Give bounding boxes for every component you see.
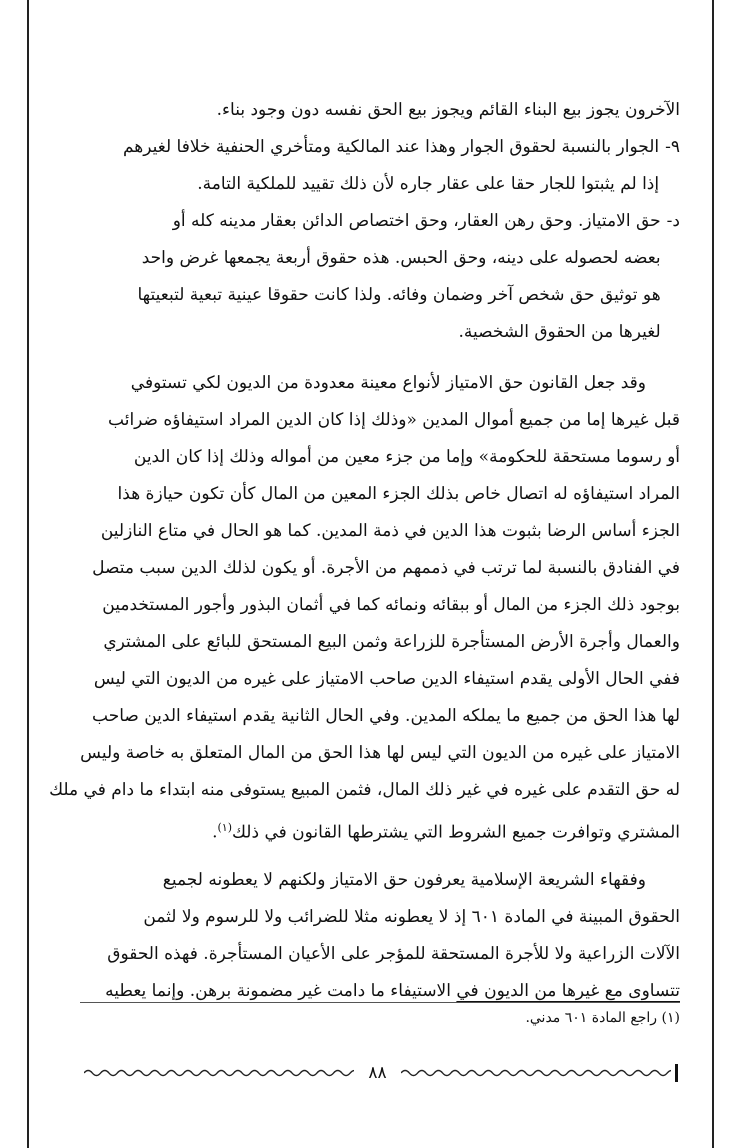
item-9-body xyxy=(80,129,659,203)
paragraph-2-line: الآلات الزراعية ولا للأجرة المستحقة للمؤجر على الأعيان المستأجرة. فهذه الحقوق xyxy=(107,944,680,964)
wave-ornament-left xyxy=(84,1067,354,1079)
item-d-label: د- xyxy=(666,211,680,231)
paragraph-1-line: بوجود ذلك الجزء من المال أو ببقائه ونمائه كما في أثمان البذور وأجور المستخدمين xyxy=(102,595,680,615)
footnote-text: راجع المادة ٦٠١ مدني. xyxy=(525,1010,658,1026)
item-d-line: حق الامتياز. وحق رهن العقار، وحق اختصاص الدائن بعقار مدينه كله أو xyxy=(172,211,661,231)
paragraph-2 xyxy=(80,862,680,1010)
item-d-line: هو توثيق حق شخص آخر وضمان وفائه. ولذا كانت حقوقا عينية تبعية لتبعيتها xyxy=(137,285,661,305)
page-footer xyxy=(84,1058,678,1088)
paragraph-1-line: في الفنادق بالنسبة لما ترتب في ذممهم من الأجرة. أو يكون لذلك الدين سبب متصل xyxy=(92,558,680,578)
item-d-line: بعضه لحصوله على دينه، وحق الحبس. هذه حقوق أربعة يجمعها غرض واحد xyxy=(141,248,661,268)
underlined-phrase: تتساوى مع غيرها من الديون في xyxy=(456,981,680,1001)
page-body xyxy=(49,92,680,1010)
paragraph-1-line: أو رسوما مستحقة للحكومة» وإما من جزء معين من أمواله وذلك إذا كان الدين xyxy=(133,447,680,467)
paragraph-1-line: لها هذا الحق من جميع ما يملكه المدين. وفي الحال الثانية يقدم استيفاء الدين صاحب xyxy=(92,706,680,726)
list-item-9 xyxy=(80,129,680,203)
wave-ornament-right xyxy=(401,1067,671,1079)
page-right-border xyxy=(712,0,714,1148)
page-number: ٨٨ xyxy=(368,1063,387,1083)
paragraph-1-end: . xyxy=(212,822,218,843)
footnote-reference[interactable]: (١) xyxy=(217,821,232,834)
paragraph-2-line: الحقوق المبينة في المادة ٦٠١ إذ لا يعطونه مثلا للضرائب ولا للرسوم ولا لثمن xyxy=(143,907,680,927)
list-item-d xyxy=(80,203,680,351)
item-d-line: لغيرها من الحقوق الشخصية. xyxy=(458,322,661,342)
paragraph-2-last-line xyxy=(80,973,680,1010)
item-9-line: إذا لم يثبتوا للجار حقا على عقار جاره لأن ذلك تقييد للملكية التامة. xyxy=(197,174,660,194)
paragraph-1 xyxy=(49,365,680,846)
item-d-body xyxy=(80,203,661,351)
paragraph-1-line: والعمال وأجرة الأرض المستأجرة للزراعة وثمن البيع المستحق للبائع على المشتري xyxy=(103,632,680,652)
page-left-border xyxy=(27,0,29,1148)
paragraph-1-line: الامتياز على غيره من الديون التي ليس لها هذا الحق من المال المتعلق به خاصة وليس xyxy=(80,743,680,763)
paragraph-1-line: ففي الحال الأولى يقدم استيفاء الدين صاحب الامتياز على غيره من الديون التي ليس xyxy=(93,669,680,689)
footnote xyxy=(80,1006,680,1030)
paragraph-1-line: وقد جعل القانون حق الامتياز لأنواع معينة معدودة من الديون لكي تستوفي xyxy=(130,373,646,393)
paragraph-1-line: له حق التقدم على غيره في غير ذلك المال، فثمن المبيع يستوفى منه ابتداء ما دام في ملك xyxy=(49,780,680,800)
item-9-line: الجوار بالنسبة لحقوق الجوار وهذا عند المالكية ومتأخري الحنفية خلافا لغيرهم xyxy=(122,137,660,157)
footer-end-mark xyxy=(675,1064,678,1082)
footnote-marker: (١) xyxy=(661,1010,680,1026)
item-9-label: ٩- xyxy=(665,137,680,157)
paragraph-1-line: الجزء أساس الرضا بثبوت هذا الدين في ذمة المدين. كما هو الحال في متاع النازلين xyxy=(100,521,680,541)
intro-line: الآخرون يجوز بيع البناء القائم ويجوز بيع الحق نفسه دون وجود بناء. xyxy=(216,100,680,120)
paragraph-1-line-text: المشتري وتوافرت جميع الشروط التي يشترطها القانون في ذلك xyxy=(231,822,680,843)
paragraph-1-line: المراد استيفاؤه له اتصال خاص بذلك الجزء المعين من المال كأن تكون حيازة هذا xyxy=(117,484,680,504)
paragraph-1-last-line xyxy=(80,809,680,846)
paragraph-1-line: قبل غيرها إما من جميع أموال المدين «وذلك إذا كان الدين المراد استيفاؤه ضرائب xyxy=(108,410,680,430)
paragraph-2-line-rest: الاستيفاء ما دامت غير مضمونة برهن. وإنما يعطيه xyxy=(105,981,457,1001)
footnote-divider xyxy=(80,1002,680,1003)
paragraph-2-line: وفقهاء الشريعة الإسلامية يعرفون حق الامتياز ولكنهم لا يعطونه لجميع xyxy=(162,870,646,890)
